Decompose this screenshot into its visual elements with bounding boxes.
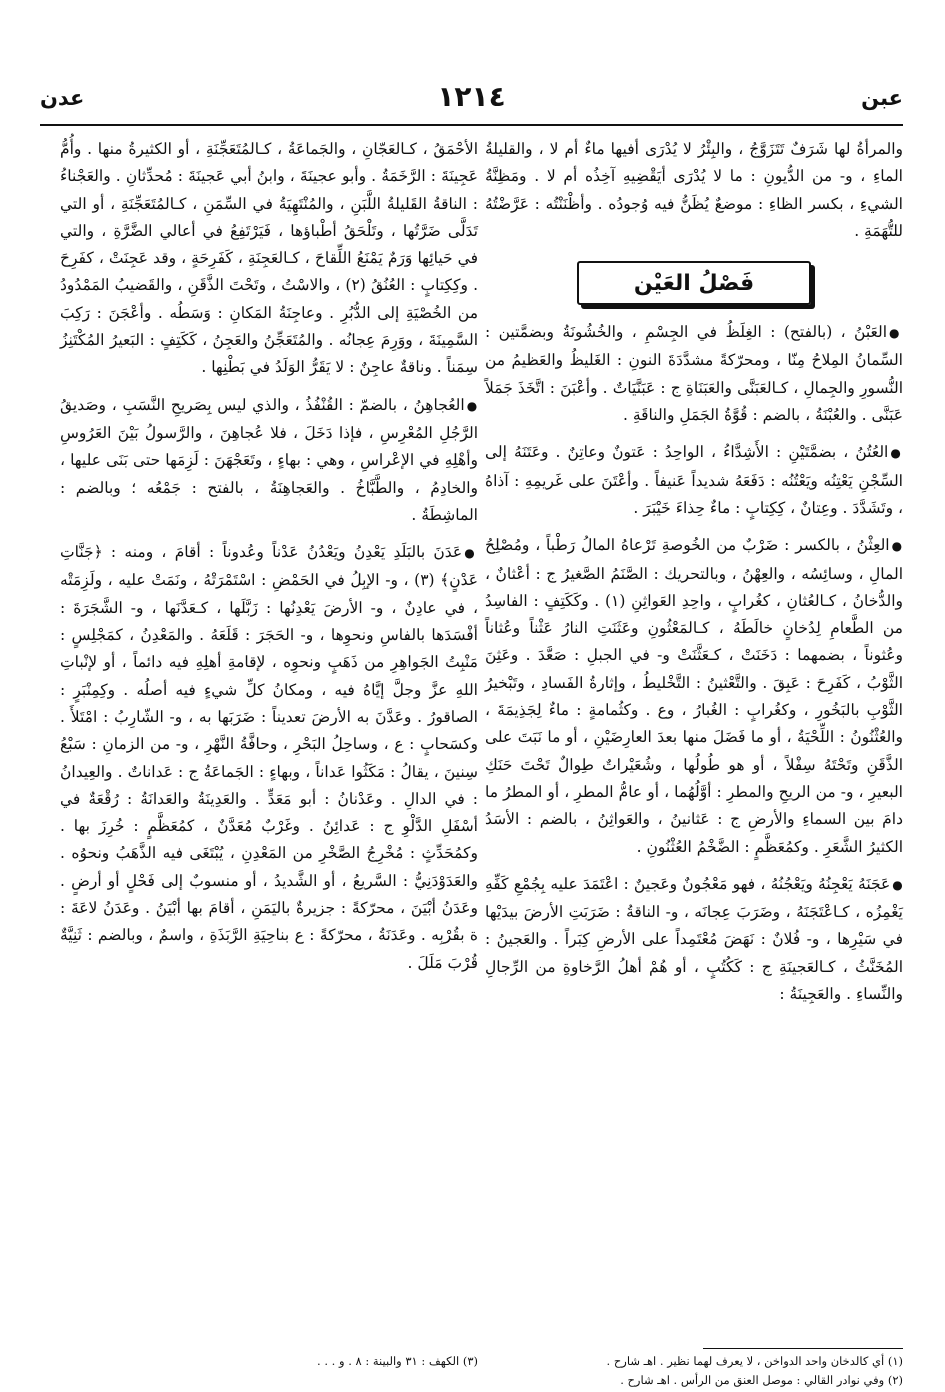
footnotes-left (60, 1352, 478, 1371)
entry-text: العُتُنُ ، بضمَّتَيْنِ : الأَشِدَّاءُ ، الواحِدُ : عَتونٌ وعاتِنٌ . وعَتَنَهُ إلى السِّجْنِ يَعْتِنُه ويَعْتُنُه : دَفَعَهُ شديداً عَنيفاً . وأعْتَنَ على غَريمِهِ : آذاهُ ، وتَشَدَّدَ . وعِتانٌ ، كِكِتابٍ : ماءٌ حِذاءَ خَيْبَرَ . (485, 443, 903, 517)
header-root-right: عبن (861, 86, 903, 110)
entry-text: عَدَنَ بالبَلَدِ يَعْدِنُ ويَعْدُنُ عَدْناً وعُدوناً : أقامَ ، ومنه : ﴿جَنَّاتِ عَدْنٍ﴾ (٣) ، و- الإبِلُ في الحَمْضِ : اسْتَمْرَتْهُ ، ونَمَتْ عليه ، ولَزِمَتْه ، في عادِنٌ ، و- الأرضَ يَعْدِنُها : زَبَّلَها ، كـعَدَّنَها ، و- الشَّجَرَةَ : أفْسَدَها بالفاسِ ونحوِها ، و- الحَجَرَ : قَلَعَهُ . والمَعْدِنُ ، كمَجْلِسٍ : مَنْبِتُ الجَواهِرِ من ذَهَبٍ ونحوِه ، لإقامةِ أهلِهِ فيه دائماً ، أو لإنْباتِ اللهِ عزَّ وجلَّ إيَّاهُ فيه ، ومكانُ كلِّ شيءٍ فيه أصلُه . وكِمِنْبَرٍ : الصاقورُ . وعَدَّنَ به الأرضَ تعديناً : ضَرَبَها به ، و- الشّارِبُ : امْتَلأَ . وكسَحابٍ : ع ، وساحِلُ البَحْرِ ، وحافَّةُ النَّهْرِ ، و- من الزمانِ : سَبْعُ سِنينَ ، يقالُ : مَكَثُوا عَداناً ، وبهاءٍ : الجَماعَةُ ج : عَداناتٌ . والعِيدانُ : في الدالِ . وعَدْنانُ : أبو مَعَدٍّ . والعَدِينَةُ والعَدانَةُ : رُقْعَةٌ في أسْفَلِ الدَّلْوِ ج : عَدائِنُ . وغَرْبٌ مُعَدَّنٌ ، كمُعَظَّمٍ : خُرِزَ بها . وكمُحَدِّثٍ : مُخْرِجُ الصَّخْرِ من المَعْدِنِ ، يُبْتَغَى فيه الذَّهَبُ ونحوُه . والعَدَوْدَنِيُّ : السَّريعُ ، أو الشَّديدُ ، أو منسوبٌ إلى فَحْلٍ أو أرضٍ . وعَدَنُ أبْيَنَ ، محرّكةً : جزيرةٌ باليَمَنِ ، أقامَ بها أبْيَنُ . وعَدَنُ لاعَةَ : ة بقُرْبِه . وعَدَنَةُ ، محرّكةً : ع بناحِيَةِ الرَّبَذَةِ ، واسمٌ ، وبالضم : ثَنِيَّةٌ قُرْبَ مَلَلَ . (60, 543, 479, 972)
section-title-box (577, 261, 811, 305)
intro-paragraph: والمرأةُ لها شَرَفٌ تَتَزَوَّجُ ، والبِئْرُ لا يُدْرَى أفيها ماءٌ أم لا ، والقليلةُ الماءِ ، و- من الدُّيونِ : ما لا يُدْرَى أيَقْضِيهِ آخِذُه أم لا . ومَظِنَّةُ الشيءِ ، بكسر الظاءِ : موضعٌ يُظَنُّ فيه وُجودُه . وأظْنَنْتُه : عَرَّضْتُهُ للتُّهَمَةِ . (485, 140, 903, 240)
entry-paragraph (485, 319, 903, 429)
bullet-icon: ● (466, 398, 478, 413)
entry-text: عَجَنَهُ يَعْجِنُهُ ويَعْجُنُهُ ، فهو مَعْجُونٌ وعَجينٌ : اعْتَمَدَ عليه بِجُمْعِ كَفِّهِ يَغْمِزُه ، كـاعْتَجَنَهُ ، وضَرَبَ عِجانَه ، و- الناقةُ : ضَرَبَتِ الأرضَ بيدَيْها في سَيْرِها ، و- فُلانٌ : نَهَضَ مُعْتَمِداً على الأرضِ كِبَراً . والعَجينُ : المُخَنَّثُ ، كـالعَجينَةِ ج : كَكُتُبٍ ، أو هُمْ أهلُ الرَّخاوةِ من الرِّجالِ والنِّساءِ . والعَجِينَةُ : (485, 874, 903, 1004)
entry-text: العِثْنُ ، بالكسر : ضَرْبٌ من الخُوصةِ تَرْعاهُ المالُ رَطْباً ، ومُصْلِحُ المالِ ، وسائِسُه ، والعِهْنُ ، وبالتحريك : الصَّنَمُ الصَّغيرُ ج : أعْثانٌ ، والدُّخانُ ، كـالعُثانِ ، كغُرابٍ ، واحِدِ العَواثِنِ (١) . وكَكَتِفٍ : الفاسِدُ من الطَّعامِ لِدُخانٍ خالَطَهُ ، كـالمَعْثُونِ وعَثَنَتِ النارُ عَثْناً وعُثاناً وعُثوناً ، بضمهما : دَخَنَتْ ، كـعَثَّنَتْ و- في الجبلِ : صَعَّدَ . وعَثِنَ الثَّوْبُ ، كَفَرِحَ : عَبِقَ . والتَّعْثينُ : التَّخْليطُ ، وإثارةُ الفَسادِ ، وتَبْخيرُ الثَّوْبِ بالبَخُورِ ، وكغُرابٍ : الغُبارُ ، وع . وكثُمامةٍ : ماءٌ لِجَذِيمَةَ ، والعُثْنُونُ : اللِّحْيَةُ ، أو ما فَضَلَ منها بعدَ العارِضَيْنِ ، أو ما نَبَتَ على الذَّقَنِ وتَحْتَهُ سِفْلاً ، أو هو طُولُها ، وشُعَيْراتٌ طِوالٌ تَحْتَ حَنَكِ البعيرِ ، و- من الريحِ والمطرِ : أوَّلُهُما ، أو عامُّ المطرِ ، أو المطرُ ما دامَ بين السماءِ والأرضِ ج : عَثانينُ ، والعَواثِنُ ، بالضم : الأسَدُ الكثيرُ الشَّعَرِ . وكمُعَظَّمٍ : الضَّخْمُ العُثْنُونِ . (485, 536, 903, 856)
entry-paragraph (60, 539, 478, 977)
bullet-icon: ● (464, 546, 478, 561)
header-root-left: عدن (40, 86, 85, 110)
right-column (485, 136, 903, 1008)
entry-paragraph (60, 136, 478, 382)
entry-text: الأحْمَقُ ، كـالعَجّانِ ، والجَماعَةُ ، كـالمُتَعَجِّنَةِ ، أو الكثيرةُ منها . وأُمُّ عَجِينَةَ : الرَّخَمَةُ . وأبو عجينَةَ ، وابنُ أبي عَجينَةَ : مُحدِّثانِ . والعَجْناءُ : الناقةُ القَليلةُ اللَّبَنِ ، والمُنْتَهِيَةُ في السِّمَنِ ، كـالمُتَعَجِّنَةِ ، أو التي تَدَلَّى ضَرَّتُها ، وتَلْحَقُ أطْباؤها ، فَيَرْتَفِعُ في أعالي الضَّرَّةِ ، والتي في حَيائِها وَرَمٌ يَمْنَعُ اللِّقاحَ ، كـالعَجِنَةِ ، كَفَرِحَةٍ ، وقد عَجِنَتْ ، كفَرِحَ . وكِكِتابٍ : العُنُقُ (٢) ، والاسْتُ ، وتَحْتَ الذَّقَنِ ، والقَضيبُ المَمْدُودُ من الخُصْيَةِ إلى الدُّبُرِ . وعاجِنَةُ المَكانِ : وَسَطُه . وأعْجَنَ : رَكِبَ السَّمِينَةَ ، ووَرِمَ عِجانُه . والمُتَعَجِّنُ والعَجِنُ ، كَكَتِفٍ : البَعيرُ المُكْتَنِزُ سِمَناً . وناقةٌ عاجِنٌ : لا يَقَرُّ الوَلَدُ في بَطْنِها . (60, 140, 478, 377)
footnote-1: (١) أي كالدخان واحد الدواخن ، لا يعرف لهما نظير . اهـ شارح . (606, 1354, 903, 1368)
entry-paragraph (485, 532, 903, 861)
left-column (60, 136, 478, 977)
entry-paragraph (485, 439, 903, 522)
footnotes-right (485, 1352, 903, 1371)
footnotes-right-2 (485, 1371, 903, 1390)
bullet-icon: ● (890, 446, 903, 461)
page-header (40, 80, 903, 120)
footnote-separator (703, 1348, 903, 1349)
bullet-icon: ● (889, 326, 903, 341)
header-rule (40, 124, 903, 126)
entry-paragraph (60, 392, 478, 529)
bullet-icon: ● (892, 877, 903, 892)
footnote-3: (٣) الكهف : ٣١ والبينة : ٨ . و . . . (317, 1354, 478, 1368)
entry-text: العَبْنُ ، (بالفتح) : الغِلَظُ في الجِسْمِ ، والخُشُونَةُ وبضمَّتين : السِّمانُ المِلاحُ مِنّا ، ومحرّكةً مشدَّدَةَ النونِ : الغَليظُ والعَظيمُ من النُّسورِ والجِمالِ ، كـالعَبَنَّى والعَبَنَاةِ ج : عَبَنَّيَاتٌ . وأعْبَنَ : اتَّخَذَ جَمَلاً عَبَنَّى . والعُبْنَةُ ، بالضم : قُوَّةُ الجَمَلِ والناقَةِ . (485, 323, 903, 425)
page-number: ١٢١٤ (437, 80, 506, 113)
entry-text: العُجاهِنُ ، بالضمّ : القُنْفُذُ ، والذي ليس بِصَريحِ النَّسَبِ ، وصَديقُ الرَّجُلِ المُعْرِسِ ، فإذا دَخَلَ ، فلا عُجاهِنَ ، والرَّسولُ بَيْنَ العَرُوسِ وأهْلِهِ في الإعْراسِ ، وهي : بهاءٍ ، وتَعَجْهَنَ : لَزِمَها حتى بَنَى عليها ، والخادِمُ ، والطَّبَّاخُ . والعَجاهِنَةُ ، بالفتح : جَمْعُه ؛ وبالضم : الماشِطَةُ . (60, 395, 478, 524)
bullet-icon: ● (891, 539, 903, 554)
entry-paragraph (485, 871, 903, 1008)
section-title: فَصْلُ العَيْن (633, 270, 755, 296)
footnote-2: (٢) وفي نوادر القالي : موصل العنق من الرأس . اهـ شارح . (620, 1373, 903, 1387)
